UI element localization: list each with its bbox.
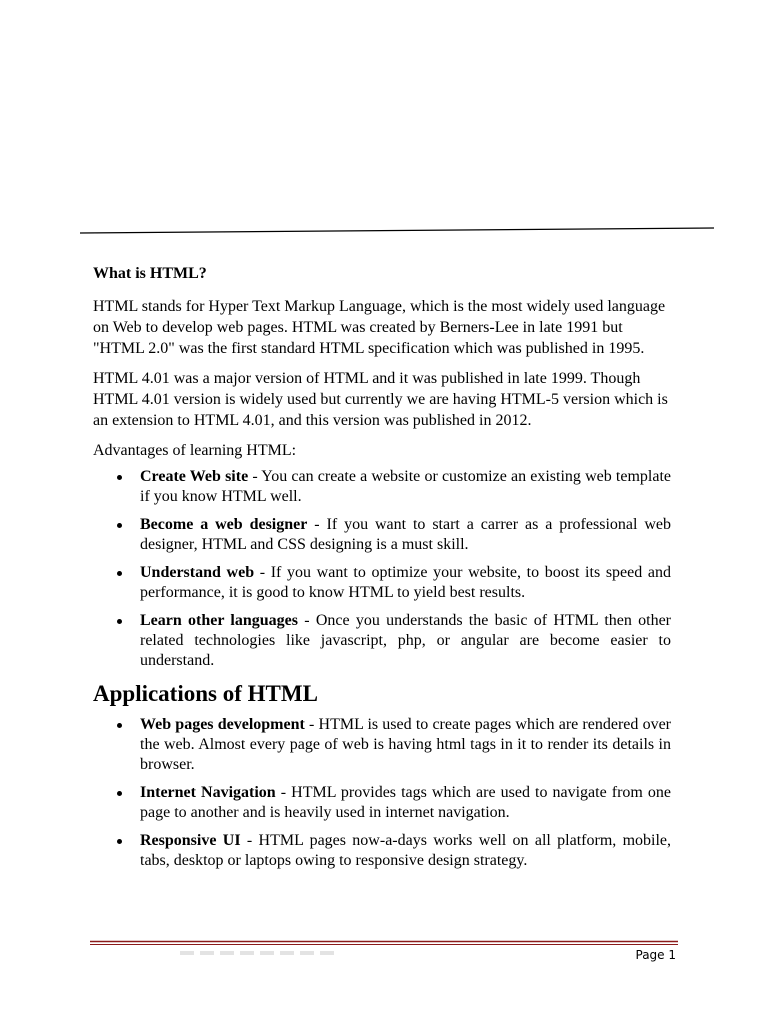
bullet-icon [117, 723, 122, 728]
bullet-text: - If you want to optimize your website, to boost its speed and performance, it is good to know HTML to yield best results. [140, 564, 671, 601]
bullet-text: - You can create a website or customize an existing web template if you know HTML well. [140, 468, 672, 505]
section-heading-applications: Applications of HTML [93, 681, 318, 706]
list-item [93, 715, 671, 775]
bullet-term: Create Web site [140, 468, 249, 485]
bullet-term: Become a web designer [140, 516, 308, 533]
footer-faint-text [180, 951, 340, 955]
list-item [93, 783, 671, 823]
paragraph-versions: HTML 4.01 was a major version of HTML and it was published in late 1999. Though HTML 4.01 version is widely used but currently we are having HTML-5 version which is an extension to HTML 4.01, and this version was published in 2012. [93, 370, 668, 429]
bullet-text: - If you want to start a carrer as a professional web designer, HTML and CSS designing is a must skill. [140, 516, 671, 553]
bullet-term: Responsive UI [140, 832, 241, 849]
applications-list [93, 715, 671, 871]
bullet-icon [117, 475, 122, 480]
document-body [93, 264, 671, 879]
list-item [93, 831, 671, 871]
list-item [93, 563, 671, 603]
bullet-text: - Once you understands the basic of HTML then other related technologies like javascript, php, or angular are become easier to understand. [140, 612, 671, 669]
bullet-icon [117, 619, 122, 624]
bullet-icon [117, 523, 122, 528]
advantages-list [93, 467, 671, 671]
list-item [93, 515, 671, 555]
bullet-icon [117, 839, 122, 844]
list-item [93, 467, 671, 507]
header-rule [80, 226, 714, 236]
advantages-lead: Advantages of learning HTML: [93, 442, 297, 459]
bullet-term: Learn other languages [140, 612, 298, 629]
page-number: Page 1 [635, 948, 676, 962]
section-heading-what-is-html: What is HTML? [93, 265, 207, 282]
bullet-term: Web pages development [140, 716, 305, 733]
footer-rule [90, 940, 678, 946]
bullet-term: Internet Navigation [140, 784, 276, 801]
bullet-text: - HTML is used to create pages which are rendered over the web. Almost every page of web is having html tags in it to render its details in browser. [140, 716, 672, 773]
bullet-text: - HTML pages now-a-days works well on all platform, mobile, tabs, desktop or laptops owing to responsive design strategy. [140, 832, 672, 869]
bullet-icon [117, 791, 122, 796]
list-item [93, 611, 671, 671]
bullet-term: Understand web [140, 564, 255, 581]
bullet-text: - HTML provides tags which are used to navigate from one page to another and is heavily used in internet navigation. [140, 784, 672, 821]
bullet-icon [117, 571, 122, 576]
paragraph-intro: HTML stands for Hyper Text Markup Language, which is the most widely used language on Web to develop web pages. HTML was created by Berners-Lee in late 1991 but "HTML 2.0" was the first standard HTML specification which was published in 1995. [93, 298, 666, 357]
